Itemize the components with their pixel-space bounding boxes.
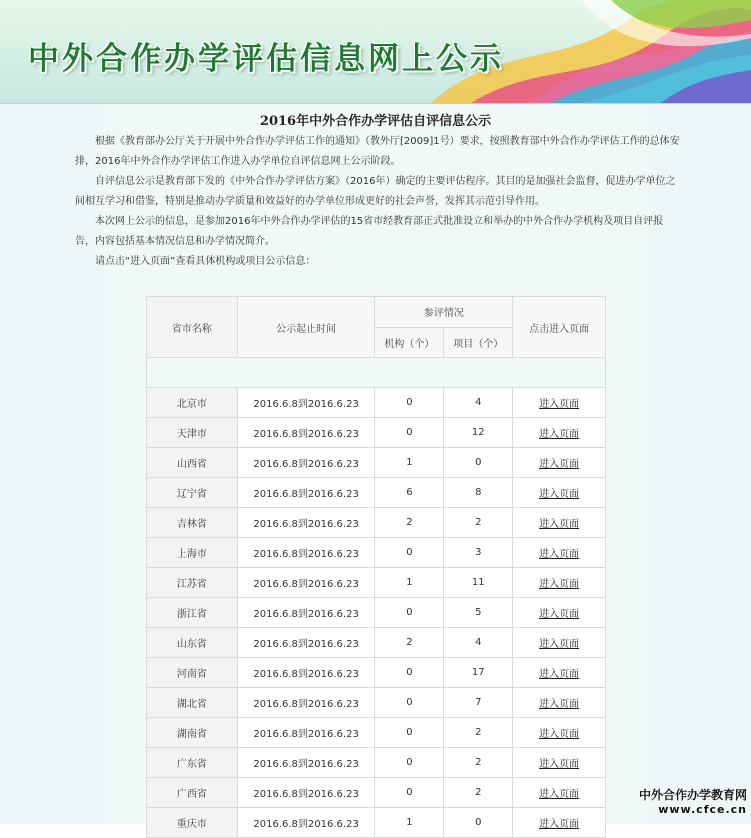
intro-paragraph: 根据《教育部办公厅关于开展中外合作办学评估工作的通知》（教外厅[2009]1号）要求，按照教育部中外合作办学评估工作的总体安排，2016年中外合作办学评估工作进入办学单位自评信息网上公示阶段。: [75, 136, 680, 167]
projects-cell: 2: [444, 508, 513, 538]
projects-cell: 0: [444, 808, 513, 838]
period-cell: 2016.6.8到2016.6.23: [237, 388, 375, 418]
header-institutions: 机构（个）: [375, 327, 444, 358]
region-cell: 湖南省: [147, 718, 238, 748]
period-cell: 2016.6.8到2016.6.23: [237, 808, 375, 838]
institutions-cell: 1: [375, 448, 444, 478]
institutions-cell: 0: [375, 718, 444, 748]
projects-cell: 0: [444, 448, 513, 478]
table-row: [147, 388, 606, 418]
region-cell: 广东省: [147, 748, 238, 778]
period-cell: 2016.6.8到2016.6.23: [237, 748, 375, 778]
enter-page-link[interactable]: 进入页面: [539, 519, 580, 530]
region-cell: 河南省: [147, 658, 238, 688]
link-cell: [513, 418, 606, 448]
projects-cell: 2: [444, 778, 513, 808]
table-row: [147, 508, 606, 538]
period-cell: 2016.6.8到2016.6.23: [237, 778, 375, 808]
period-cell: 2016.6.8到2016.6.23: [237, 508, 375, 538]
region-table: [146, 296, 606, 838]
table-row: [147, 628, 606, 658]
header-region: 省市名称: [147, 297, 238, 358]
table-row: [147, 748, 606, 778]
region-cell: 重庆市: [147, 808, 238, 838]
period-cell: 2016.6.8到2016.6.23: [237, 568, 375, 598]
projects-cell: 2: [444, 718, 513, 748]
enter-page-link[interactable]: 进入页面: [539, 429, 580, 440]
table-row: [147, 448, 606, 478]
header-participation: 参评情况: [375, 297, 513, 328]
institutions-cell: 1: [375, 808, 444, 838]
projects-cell: 11: [444, 568, 513, 598]
enter-page-link[interactable]: 进入页面: [539, 759, 580, 770]
period-cell: 2016.6.8到2016.6.23: [237, 478, 375, 508]
period-cell: 2016.6.8到2016.6.23: [237, 538, 375, 568]
region-cell: 天津市: [147, 418, 238, 448]
intro-paragraph: 本次网上公示的信息，是参加2016年中外合作办学评估的15省市经教育部正式批准设立和举办的中外合作办学机构及项目自评报告，内容包括基本情况信息和办学情况简介。: [75, 216, 664, 247]
institutions-cell: 0: [375, 658, 444, 688]
enter-page-link[interactable]: 进入页面: [539, 669, 580, 680]
enter-page-link[interactable]: 进入页面: [539, 699, 580, 710]
table-row: [147, 718, 606, 748]
institutions-cell: 6: [375, 478, 444, 508]
link-cell: [513, 388, 606, 418]
region-cell: 浙江省: [147, 598, 238, 628]
projects-cell: 4: [444, 388, 513, 418]
region-cell: 上海市: [147, 538, 238, 568]
institutions-cell: 0: [375, 748, 444, 778]
header-link: 点击进入页面: [513, 297, 606, 358]
enter-page-link[interactable]: 进入页面: [539, 399, 580, 410]
period-cell: 2016.6.8到2016.6.23: [237, 628, 375, 658]
link-cell: [513, 628, 606, 658]
enter-page-link[interactable]: 进入页面: [539, 579, 580, 590]
period-cell: 2016.6.8到2016.6.23: [237, 718, 375, 748]
link-cell: [513, 598, 606, 628]
enter-page-link[interactable]: 进入页面: [539, 609, 580, 620]
enter-page-link[interactable]: 进入页面: [539, 819, 580, 830]
period-cell: 2016.6.8到2016.6.23: [237, 598, 375, 628]
intro-text: [75, 132, 683, 272]
region-cell: 山东省: [147, 628, 238, 658]
projects-cell: 3: [444, 538, 513, 568]
table-row: [147, 418, 606, 448]
enter-page-link[interactable]: 进入页面: [539, 639, 580, 650]
header-projects: 项目（个）: [444, 327, 513, 358]
table-row: [147, 688, 606, 718]
projects-cell: 2: [444, 748, 513, 778]
enter-page-link[interactable]: 进入页面: [539, 489, 580, 500]
link-cell: [513, 688, 606, 718]
institutions-cell: 0: [375, 538, 444, 568]
enter-page-link[interactable]: 进入页面: [539, 729, 580, 740]
enter-page-link[interactable]: 进入页面: [539, 789, 580, 800]
enter-page-link[interactable]: 进入页面: [539, 459, 580, 470]
intro-paragraph: 自评信息公示是教育部下发的《中外合作办学评估方案》（2016年）确定的主要评估程序。其目的是加强社会监督，促进办学单位之间相互学习和借鉴，特别是推动办学质量和效益好的办学单位形成更好的社会声誉，发挥其示范引导作用。: [75, 176, 676, 207]
region-cell: 北京市: [147, 388, 238, 418]
watermark: [639, 786, 747, 816]
table-row: [147, 598, 606, 628]
period-cell: 2016.6.8到2016.6.23: [237, 688, 375, 718]
link-cell: [513, 658, 606, 688]
projects-cell: 17: [444, 658, 513, 688]
watermark-url: www.cfce.cn: [658, 803, 747, 816]
region-cell: 湖北省: [147, 688, 238, 718]
table-row: [147, 478, 606, 508]
projects-cell: 4: [444, 628, 513, 658]
region-cell: 吉林省: [147, 508, 238, 538]
institutions-cell: 2: [375, 508, 444, 538]
link-cell: [513, 538, 606, 568]
region-cell: 辽宁省: [147, 478, 238, 508]
intro-instruction: 请点击“进入页面”查看具体机构或项目公示信息：: [95, 256, 316, 267]
period-cell: 2016.6.8到2016.6.23: [237, 418, 375, 448]
projects-cell: 5: [444, 598, 513, 628]
table-row: [147, 778, 606, 808]
institutions-cell: 2: [375, 628, 444, 658]
link-cell: [513, 778, 606, 808]
region-cell: 江苏省: [147, 568, 238, 598]
institutions-cell: 0: [375, 418, 444, 448]
projects-cell: 7: [444, 688, 513, 718]
institutions-cell: 0: [375, 598, 444, 628]
period-cell: 2016.6.8到2016.6.23: [237, 658, 375, 688]
projects-cell: 8: [444, 478, 513, 508]
link-cell: [513, 718, 606, 748]
institutions-cell: 0: [375, 388, 444, 418]
period-cell: 2016.6.8到2016.6.23: [237, 448, 375, 478]
link-cell: [513, 568, 606, 598]
link-cell: [513, 478, 606, 508]
institutions-cell: 0: [375, 778, 444, 808]
link-cell: [513, 808, 606, 838]
region-cell: 山西省: [147, 448, 238, 478]
page-title: 2016年中外合作办学评估自评信息公示: [259, 114, 492, 129]
header-banner: [0, 0, 751, 104]
link-cell: [513, 508, 606, 538]
region-cell: 广西省: [147, 778, 238, 808]
table-row: [147, 538, 606, 568]
institutions-cell: 1: [375, 568, 444, 598]
header-period: 公示起止时间: [237, 297, 375, 358]
projects-cell: 12: [444, 418, 513, 448]
watermark-name: 中外合作办学教育网: [638, 788, 747, 802]
link-cell: [513, 748, 606, 778]
enter-page-link[interactable]: 进入页面: [539, 549, 580, 560]
link-cell: [513, 448, 606, 478]
table-row: [147, 568, 606, 598]
site-title: 中外合作办学评估信息网上公示: [28, 41, 504, 77]
table-row: [147, 808, 606, 838]
institutions-cell: 0: [375, 688, 444, 718]
table-row: [147, 658, 606, 688]
